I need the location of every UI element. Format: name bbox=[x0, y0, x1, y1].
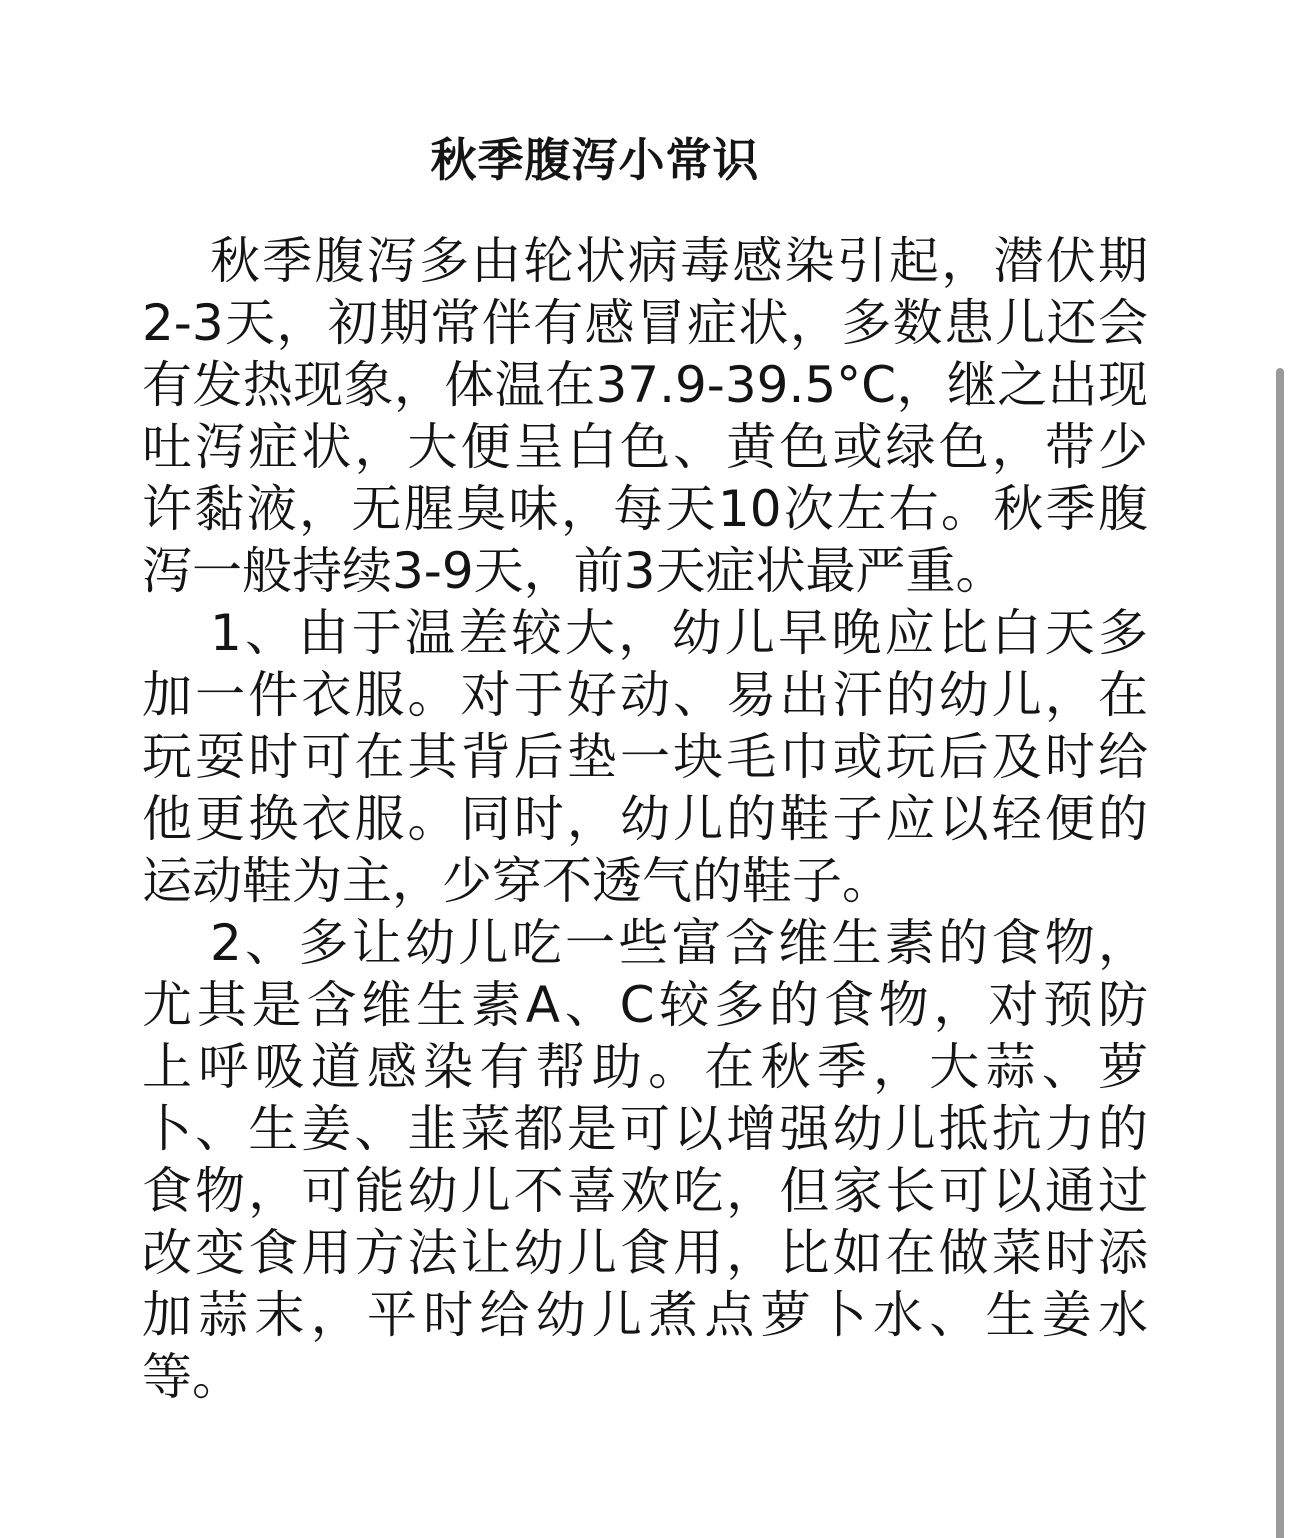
paragraph-3-line-4: 卜、生姜、韭菜都是可以增强幼儿抵抗力的 bbox=[142, 1100, 1148, 1158]
paragraph-3-line-6: 改变食用方法让幼儿食用，比如在做菜时添 bbox=[142, 1224, 1148, 1282]
paragraph-3-line-7: 加蒜末，平时给幼儿煮点萝卜水、生姜水 bbox=[142, 1286, 1148, 1344]
paragraph-2-line-2: 加一件衣服。对于好动、易出汗的幼儿，在 bbox=[142, 666, 1148, 724]
page-title: 秋季腹泻小常识 bbox=[430, 133, 760, 187]
article-body bbox=[142, 230, 1148, 1408]
paragraph-1-line-4: 吐泻症状，大便呈白色、黄色或绿色，带少 bbox=[142, 418, 1148, 476]
paragraph-1-line-3: 有发热现象，体温在37.9-39.5°C，继之出现 bbox=[142, 356, 1148, 414]
paragraph-3-line-5: 食物，可能幼儿不喜欢吃，但家长可以通过 bbox=[142, 1162, 1148, 1220]
vertical-scrollbar[interactable] bbox=[1276, 368, 1284, 1538]
paragraph-3-line-2: 尤其是含维生素A、C较多的食物，对预防 bbox=[142, 976, 1148, 1034]
paragraph-2-line-1: 1、由于温差较大，幼儿早晚应比白天多 bbox=[210, 604, 1148, 662]
paragraph-2-line-4: 他更换衣服。同时，幼儿的鞋子应以轻便的 bbox=[142, 790, 1148, 848]
paragraph-1-line-6: 泻一般持续3-9天，前3天症状最严重。 bbox=[142, 542, 1006, 600]
paragraph-1-line-5: 许黏液，无腥臭味，每天10次左右。秋季腹 bbox=[142, 480, 1148, 538]
paragraph-3-line-1: 2、多让幼儿吃一些富含维生素的食物， bbox=[210, 914, 1148, 972]
paragraph-1-line-1: 秋季腹泻多由轮状病毒感染引起，潜伏期 bbox=[210, 232, 1148, 290]
paragraph-2-line-3: 玩耍时可在其背后垫一块毛巾或玩后及时给 bbox=[142, 728, 1148, 786]
paragraph-1-line-2: 2-3天，初期常伴有感冒症状，多数患儿还会 bbox=[142, 294, 1148, 352]
paragraph-3-line-3: 上呼吸道感染有帮助。在秋季，大蒜、萝 bbox=[142, 1038, 1148, 1096]
paragraph-3-line-8: 等。 bbox=[142, 1348, 242, 1406]
paragraph-2-line-5: 运动鞋为主，少穿不透气的鞋子。 bbox=[142, 852, 892, 910]
